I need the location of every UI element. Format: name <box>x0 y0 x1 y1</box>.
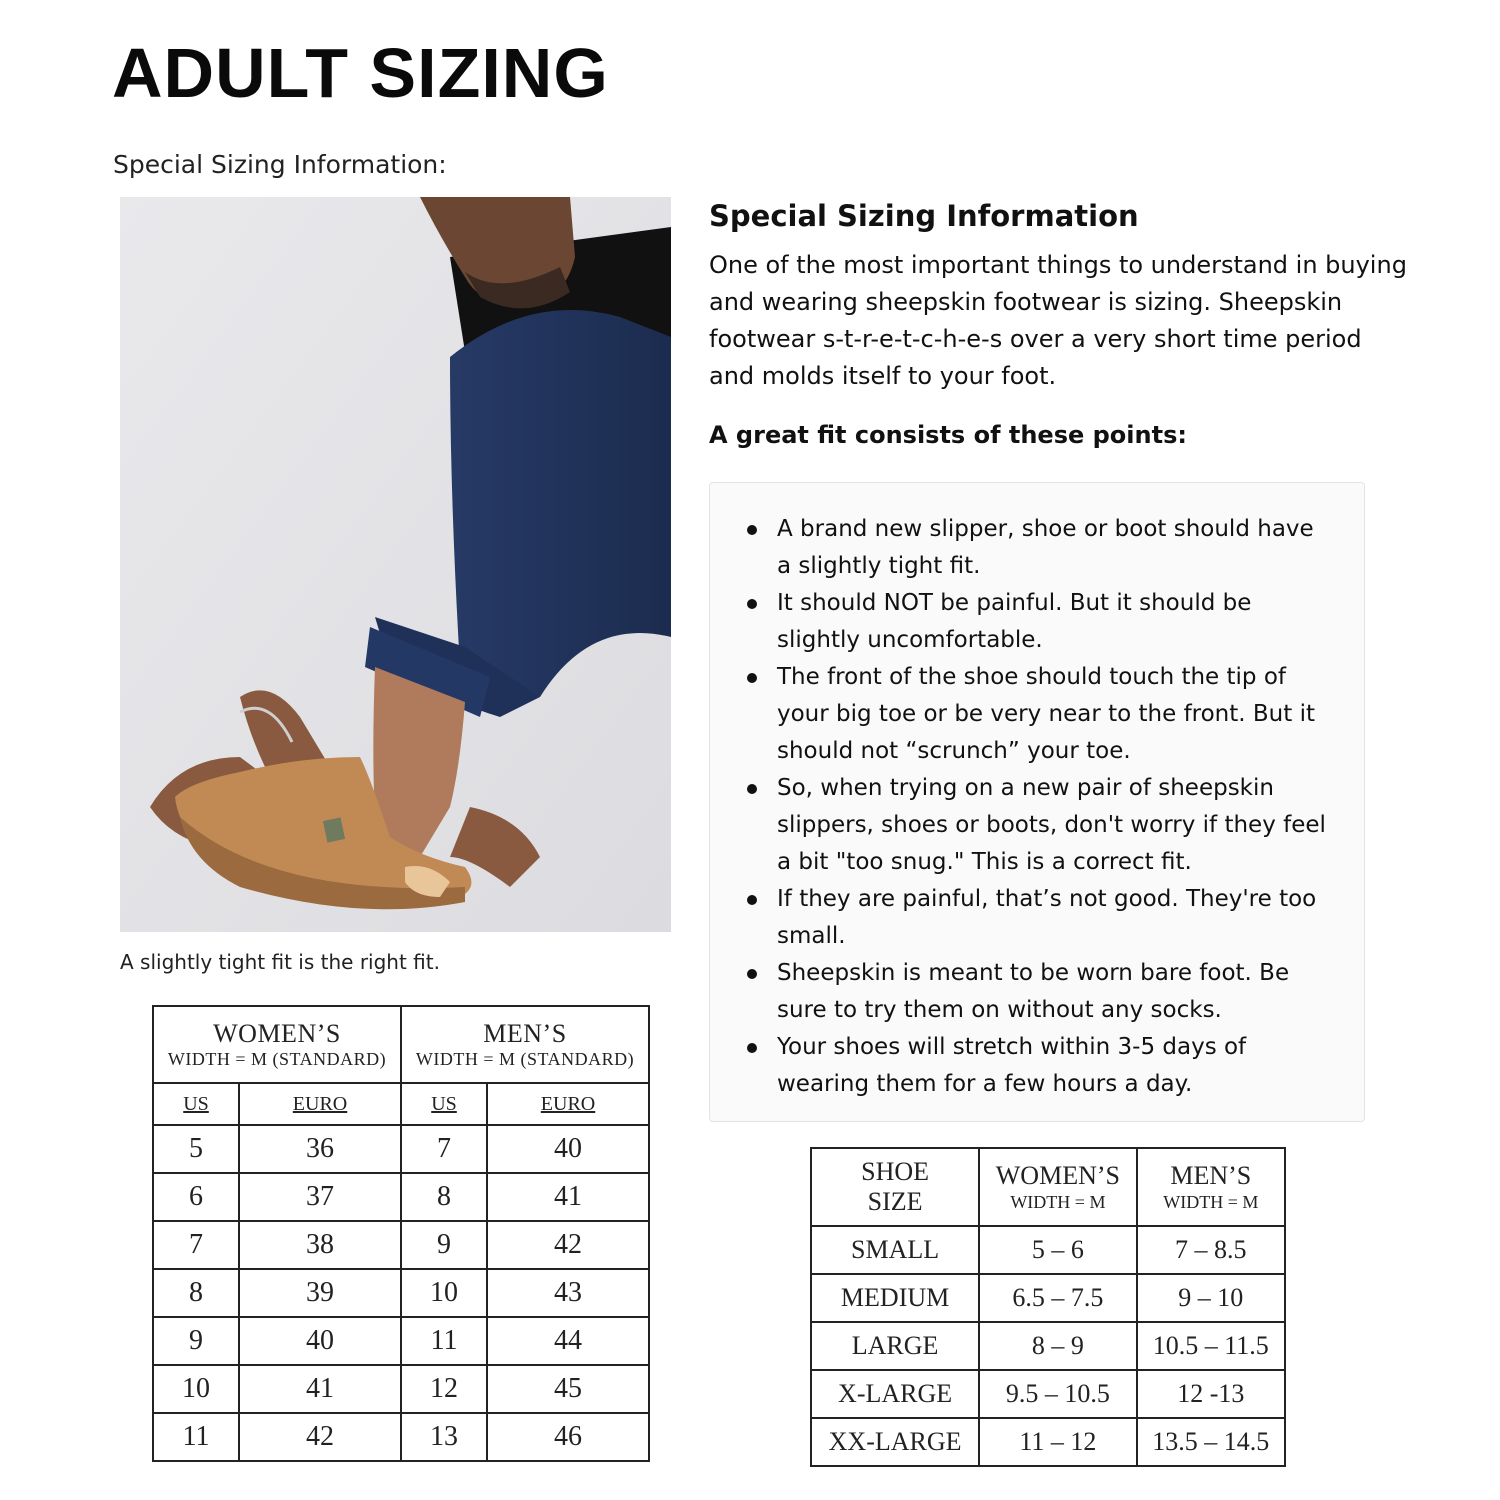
photo-caption: A slightly tight fit is the right fit. <box>120 950 440 974</box>
table-row <box>811 1418 1285 1466</box>
table-cell: 36 <box>239 1125 401 1173</box>
fit-point-text: Sheepskin is meant to be worn bare foot. Be sure to try them on without any socks. <box>777 960 1290 1023</box>
table-cell: 39 <box>239 1269 401 1317</box>
fit-point-text: A brand new slipper, shoe or boot should have a slightly tight fit. <box>777 516 1314 579</box>
table-cell: LARGE <box>811 1322 979 1370</box>
table-row <box>811 1370 1285 1418</box>
table-cell: 38 <box>239 1221 401 1269</box>
mens-label: MEN’S <box>483 1018 567 1048</box>
column-header-us: US <box>153 1083 239 1125</box>
fit-point-text: The front of the shoe should touch the tip of your big toe or be very near to the front. But it should not “scrunch” your toe. <box>777 664 1315 764</box>
table-row <box>811 1274 1285 1322</box>
table-cell: 41 <box>487 1173 649 1221</box>
table-cell: X-LARGE <box>811 1370 979 1418</box>
bullet-icon <box>747 525 757 535</box>
mens-header <box>401 1006 649 1083</box>
bullet-icon <box>747 673 757 683</box>
table-cell: XX-LARGE <box>811 1418 979 1466</box>
fit-heading: A great fit consists of these points: <box>709 421 1187 449</box>
table-row <box>153 1173 649 1221</box>
table-cell: 9.5 – 10.5 <box>979 1370 1136 1418</box>
table-row <box>153 1413 649 1461</box>
us-euro-conversion-table <box>152 1005 650 1462</box>
table-cell: 13 <box>401 1413 487 1461</box>
womens-size-label: WOMEN’S <box>995 1161 1120 1190</box>
table-row <box>153 1125 649 1173</box>
table-cell: 46 <box>487 1413 649 1461</box>
bullet-icon <box>747 1043 757 1053</box>
fit-point <box>710 955 1330 1029</box>
table-row <box>153 1317 649 1365</box>
fit-point <box>710 511 1330 585</box>
table-cell: 10 <box>401 1269 487 1317</box>
table-cell: 43 <box>487 1269 649 1317</box>
table-cell: 9 <box>153 1317 239 1365</box>
fit-point-text: Your shoes will stretch within 3-5 days of wearing them for a few hours a day. <box>777 1034 1247 1097</box>
info-heading: Special Sizing Information <box>709 199 1139 233</box>
info-paragraph: One of the most important things to understand in buying and wearing sheepskin footwear is sizing. Sheepskin footwear s-t-r-e-t-c-h-e-s over a very short time period and molds itself to your foot. <box>709 251 1407 390</box>
table-row <box>153 1269 649 1317</box>
shoe-size-line1: SHOE <box>861 1157 930 1186</box>
fit-point <box>710 659 1330 770</box>
table-cell: SMALL <box>811 1226 979 1274</box>
fit-point-text: It should NOT be painful. But it should be slightly uncomfortable. <box>777 590 1252 653</box>
womens-width: WIDTH = M (STANDARD) <box>167 1048 387 1069</box>
bullet-icon <box>747 969 757 979</box>
table-cell: 6.5 – 7.5 <box>979 1274 1136 1322</box>
shoe-size-table <box>810 1147 1286 1467</box>
womens-size-header <box>979 1148 1136 1226</box>
fit-point <box>710 585 1330 659</box>
fitting-photo <box>120 197 671 932</box>
page-title: ADULT SIZING <box>112 34 609 112</box>
table-cell: 10.5 – 11.5 <box>1137 1322 1285 1370</box>
table-cell: 40 <box>487 1125 649 1173</box>
table-cell: 7 <box>153 1221 239 1269</box>
table-row <box>811 1322 1285 1370</box>
table-cell: 37 <box>239 1173 401 1221</box>
table-cell: 11 <box>401 1317 487 1365</box>
table-cell: 12 -13 <box>1137 1370 1285 1418</box>
table-cell: 42 <box>487 1221 649 1269</box>
table-cell: 8 <box>401 1173 487 1221</box>
shoe-size-header <box>811 1148 979 1226</box>
bullet-icon <box>747 895 757 905</box>
table-cell: 8 – 9 <box>979 1322 1136 1370</box>
womens-size-width: WIDTH = M <box>1010 1192 1106 1212</box>
page-subtitle: Special Sizing Information: <box>113 150 447 179</box>
table-cell: 44 <box>487 1317 649 1365</box>
column-header-euro: EURO <box>239 1083 401 1125</box>
fitting-photo-illustration <box>120 197 671 932</box>
fit-points-list <box>710 511 1330 1103</box>
table-cell: 12 <box>401 1365 487 1413</box>
table-cell: 45 <box>487 1365 649 1413</box>
table-row <box>153 1221 649 1269</box>
column-header-euro: EURO <box>487 1083 649 1125</box>
table-cell: 9 – 10 <box>1137 1274 1285 1322</box>
fit-point <box>710 770 1330 881</box>
table-cell: 41 <box>239 1365 401 1413</box>
mens-size-label: MEN’S <box>1170 1161 1252 1190</box>
womens-header <box>153 1006 401 1083</box>
table-cell: 11 – 12 <box>979 1418 1136 1466</box>
table-cell: 10 <box>153 1365 239 1413</box>
womens-label: WOMEN’S <box>213 1018 341 1048</box>
fit-points-box <box>709 482 1365 1122</box>
table-cell: 5 <box>153 1125 239 1173</box>
fit-point-text: So, when trying on a new pair of sheepskin slippers, shoes or boots, don't worry if they feel a bit "too snug." This is a correct fit. <box>777 775 1326 875</box>
table-cell: 9 <box>401 1221 487 1269</box>
mens-width: WIDTH = M (STANDARD) <box>415 1048 635 1069</box>
bullet-icon <box>747 599 757 609</box>
bullet-icon <box>747 784 757 794</box>
table-cell: 42 <box>239 1413 401 1461</box>
table-cell: 8 <box>153 1269 239 1317</box>
table-cell: 13.5 – 14.5 <box>1137 1418 1285 1466</box>
table-cell: 40 <box>239 1317 401 1365</box>
table-cell: 7 – 8.5 <box>1137 1226 1285 1274</box>
table-cell: 6 <box>153 1173 239 1221</box>
fit-point <box>710 881 1330 955</box>
table-cell: 5 – 6 <box>979 1226 1136 1274</box>
table-cell: 7 <box>401 1125 487 1173</box>
table-cell: 11 <box>153 1413 239 1461</box>
table-row <box>153 1365 649 1413</box>
fit-point-text: If they are painful, that’s not good. They're too small. <box>777 886 1317 949</box>
table-cell: MEDIUM <box>811 1274 979 1322</box>
mens-size-width: WIDTH = M <box>1163 1192 1259 1212</box>
table-row <box>811 1226 1285 1274</box>
shoe-size-line2: SIZE <box>867 1187 923 1216</box>
column-header-us: US <box>401 1083 487 1125</box>
fit-point <box>710 1029 1330 1103</box>
mens-size-header <box>1137 1148 1285 1226</box>
